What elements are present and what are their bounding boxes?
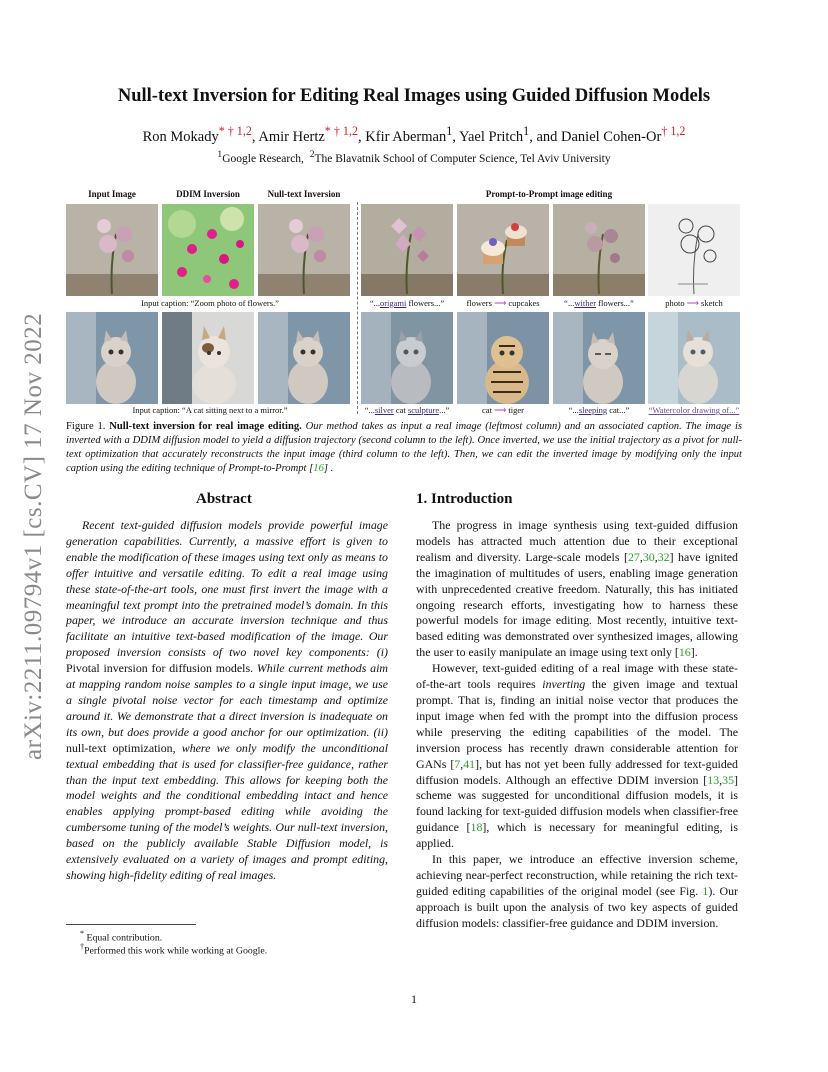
edit-caption-tiger — [455, 405, 551, 416]
edit-caption-sleeping — [551, 405, 647, 415]
intro-text: ] have ignited the imagination of multitudes of users, enabling image generation with unprecedented creative freedom. Naturally, this has initiated ongoing research efforts, investigating how to harness these powerful models for image editing. Most recently, intuitive text-based editing was demonstrated over synthesized images, allowing the user to easily manipulate an image using text only [ — [416, 549, 738, 660]
citation-link[interactable]: 32 — [657, 549, 670, 564]
author-name: Daniel Cohen-Or — [561, 128, 662, 145]
abstract-text: While current methods aim at mapping random noise samples to a single input image, we use a single pivotal noise vector for each timestamp and optimize around it. We demonstrate that a direct inversion is inadequate on its own, but does provide a good anchor for our optimization. (ii) — [66, 661, 388, 739]
abstract-text: where we only modify the unconditional textual embedding that is used for classifier-free guidance, rather than the input text embedding. This allows for keeping both the model weights and the conditional embedding intact and hence enables applying prompt-based editing while avoiding the cumbersome tuning of the model’s weights. Our null-text inversion, based on the publicly available Stable Diffusion model, is extensively evaluated on a variety of images and prompt editing, showing high-fidelity editing of real images. — [66, 740, 388, 882]
caption-text: photo — [665, 298, 685, 308]
intro-paragraph-3 — [416, 852, 738, 932]
abstract-paragraph — [66, 518, 388, 884]
page-number: 1 — [411, 992, 417, 1006]
paper-title: Null-text Inversion for Editing Real Images using Guided Diffusion Models — [117, 86, 711, 106]
abstract-body — [66, 518, 388, 884]
footnote-google — [80, 942, 267, 956]
author-name: Yael Pritch — [458, 128, 524, 145]
caption-text: cat — [393, 405, 408, 415]
caption-text: flowers — [466, 298, 492, 308]
edit-caption-watercolor — [646, 405, 742, 415]
abstract-term: Pivotal inversion for diffusion models. — [66, 661, 254, 676]
author-name: Kfir Aberman — [365, 128, 447, 145]
intro-text: ], which is necessary for meaningful editing, is applied. — [416, 820, 738, 851]
footnote-divider — [66, 924, 196, 925]
intro-text: , — [639, 549, 643, 564]
header-ddim-inversion: DDIM Inversion — [176, 189, 240, 199]
footnote-text: Equal contribution. — [84, 932, 163, 944]
row1-input-caption: Input caption: “Zoom photo of flowers.” — [141, 298, 279, 308]
affiliation-marker: 2 — [309, 149, 315, 160]
citation-link[interactable]: 13 — [707, 772, 720, 787]
caption-text: “... — [364, 405, 375, 415]
affiliation-tau: The Blavatnik School of Computer Science, Tel Aviv University — [314, 152, 611, 165]
abstract-text: Recent text-guided diffusion models provide powerful image generation capabilities. Currently, a massive effort is given to enable the modification of these images using text only as means to offer intuitive and versatile editing. To edit a real image using these state-of-the-art tools, one must first invert the image with a meaningful text prompt into the pretrained model’s domain. In this paper, we introduce an accurate inversion technique and thus facilitate an intuitive text-based modification of the image. Our proposed inversion consists of two novel key components: (i) — [66, 518, 388, 660]
replace-arrow-icon: ⟶ — [494, 298, 507, 308]
citation-link[interactable]: 30 — [642, 549, 655, 564]
caption-text: cat — [482, 405, 492, 415]
edit-caption-silver-sculpture — [358, 405, 456, 415]
figure-reference-link[interactable]: 1 — [702, 883, 709, 898]
caption-text: ...” — [439, 405, 450, 415]
citation-link[interactable]: 7 — [454, 756, 461, 771]
edited-word: origami — [379, 298, 407, 308]
figure-label: Figure 1. — [66, 421, 106, 432]
citation-link[interactable]: 16 — [678, 645, 691, 660]
caption-text: Our method takes as input a real image (leftmost column) and an associated caption. The image is inverted with a DDIM diffusion model to yield a diffusion trajectory (second column to the left). Once inverted, we use the initial trajectory as a pivot for null-text optimization that accurately reconstructs the input image (third column to the left). Then, we can edit the inverted image by modifying only the input caption using the editing technique of Prompt-to-Prompt [ — [66, 421, 743, 474]
header-null-text-inversion: Null-text Inversion — [267, 189, 341, 199]
affiliation-google: Google Research, — [222, 152, 304, 165]
author-affiliation-marker: 1 — [446, 124, 453, 138]
intro-text: , — [654, 549, 658, 564]
image-flower-origami — [361, 204, 453, 296]
figure-1 — [66, 190, 740, 418]
image-flower-cupcakes — [457, 204, 549, 296]
caption-text: “... — [369, 298, 380, 308]
image-flower-wither — [553, 204, 645, 296]
affiliation-marker: 1 — [217, 149, 223, 160]
edit-caption-wither — [551, 298, 647, 308]
intro-text: The progress in image synthesis using text-guided diffusion models has attracted much attention due to their exceptional realism and diversity. Large-scale models [ — [416, 518, 738, 564]
image-flower-ddim — [162, 204, 254, 296]
author-affiliation-marker: * † 1,2 — [324, 124, 359, 138]
image-flower-null-text — [258, 204, 350, 296]
image-flower-sketch — [648, 204, 740, 296]
intro-paragraph-2 — [416, 661, 738, 852]
citation-link[interactable]: 16 — [313, 463, 324, 474]
author-affiliation-marker: 1 — [523, 124, 530, 138]
author-name: Ron Mokady — [142, 128, 219, 145]
footnote-marker: * — [80, 929, 85, 938]
introduction-heading: 1. Introduction — [416, 491, 513, 507]
intro-paragraph-1 — [416, 518, 738, 661]
image-cat-sleeping — [553, 312, 645, 404]
edit-caption-origami — [358, 298, 456, 308]
caption-text: ] . — [323, 463, 334, 474]
header-prompt-to-prompt: Prompt-to-Prompt image editing — [485, 189, 613, 199]
replace-arrow-icon: ⟶ — [494, 405, 507, 415]
arxiv-identifier: arXiv:2211.09794v1 [cs.CV] 17 Nov 2022 — [20, 312, 47, 760]
image-cat-null-text — [258, 312, 350, 404]
figure-caption-title: Null-text inversion for real image editing. — [109, 421, 302, 432]
caption-text: cupcakes — [508, 298, 540, 308]
intro-text: the given image and textual prompt. That is, finding an initial noise vector that produces the input image when fed with the prompt into the diffusion process while preserving the editing capabilities of the model. The inversion process has recently drawn considerable attention for GANs [ — [416, 677, 739, 771]
edited-word: Watercolor drawing of — [652, 405, 730, 415]
edit-caption-sketch — [646, 298, 742, 309]
edited-word: sculpture — [407, 405, 440, 415]
citation-link[interactable]: 18 — [470, 820, 483, 835]
image-cat-ddim — [162, 312, 254, 404]
caption-text: sketch — [701, 298, 723, 308]
caption-text: “... — [564, 298, 575, 308]
intro-text: ], but has not yet been fully addressed for text-guided diffusion models. Although an effective DDIM inversion [ — [416, 756, 738, 787]
caption-text: “ — [648, 405, 653, 415]
caption-text: flowers...” — [406, 298, 445, 308]
image-cat-tiger — [457, 312, 549, 404]
image-flower-input — [66, 204, 158, 296]
introduction-body — [416, 518, 738, 932]
edit-caption-cupcakes — [455, 298, 551, 309]
edited-word: silver — [374, 405, 394, 415]
intro-text: In this paper, we introduce an effective inversion scheme, achieving near-perfect reconstruction, while retaining the rich text-guided editing capabilities of the original model (see Fig. — [416, 852, 738, 898]
edited-word: wither — [574, 298, 597, 308]
image-cat-input — [66, 312, 158, 404]
caption-text: flowers...” — [596, 298, 634, 308]
caption-text: “... — [568, 405, 579, 415]
figure-caption — [66, 420, 742, 476]
header-input-image: Input Image — [88, 189, 136, 199]
author-list: Ron Mokady$^{* \dagger 1,2}$, Amir Hertz$^{* \dagger 1,2}$, Kfir Aberman$^1$, Yael Pritch$^1$, and Daniel Cohen-Or$^{\dagger 1,2}$ — [142, 124, 686, 145]
footnote-marker: † — [80, 942, 85, 951]
intro-text: , — [719, 772, 723, 787]
intro-text: However, text-guided editing of a real image with these state-of-the-art tools requires — [416, 661, 738, 692]
intro-text: ). Our approach is built upon the analysis of two key aspects of guided diffusion models: classifier-free guidance and DDIM inversion. — [416, 883, 738, 930]
caption-text: cat...” — [607, 405, 630, 415]
intro-emphasis: inverting — [542, 677, 586, 692]
intro-text: , — [460, 756, 464, 771]
caption-text: ...” — [729, 405, 740, 415]
citation-link[interactable]: 35 — [722, 772, 735, 787]
author-name: Amir Hertz — [258, 128, 325, 145]
row2-input-caption: Input caption: “A cat sitting next to a mirror.” — [132, 405, 288, 415]
image-cat-silver-sculpture — [361, 312, 453, 404]
author-affiliation-marker: * † 1,2 — [218, 124, 252, 138]
abstract-heading: Abstract — [196, 491, 252, 507]
intro-text: ]. — [690, 645, 698, 660]
citation-link[interactable]: 27 — [627, 549, 640, 564]
caption-text: tiger — [508, 405, 524, 415]
author-affiliation-marker: † 1,2 — [661, 124, 686, 138]
intro-text: ] scheme was suggested for unconditional diffusion models, it is found lacking for text-guided diffusion models when classifier-free guidance [ — [416, 772, 738, 835]
edited-word: sleeping — [578, 405, 608, 415]
footnote-text: Performed this work while working at Google. — [84, 945, 268, 957]
citation-link[interactable]: 41 — [463, 756, 476, 771]
image-cat-watercolor — [648, 312, 740, 404]
abstract-term: null-text optimization, — [66, 740, 176, 755]
figure-divider — [357, 202, 358, 414]
affiliations — [0, 149, 828, 165]
replace-arrow-icon: ⟶ — [686, 298, 699, 308]
